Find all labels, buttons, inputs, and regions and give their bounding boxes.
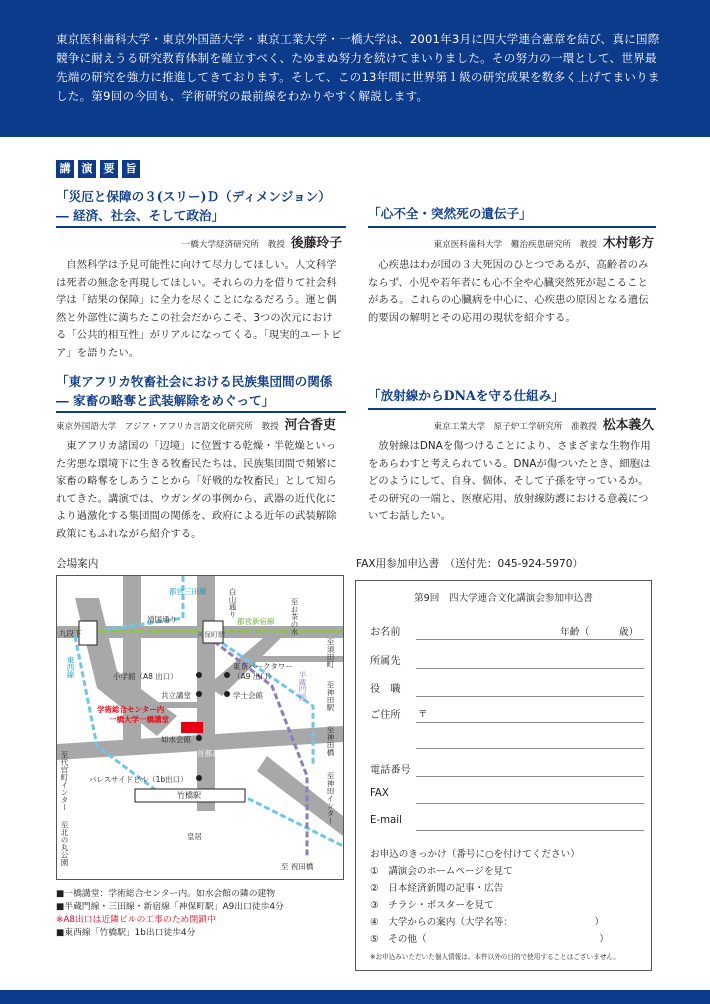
option-text: 大学からの案内（大学名等： ） — [388, 917, 605, 928]
lecture-2-rule — [368, 226, 656, 228]
trigger-option[interactable] — [370, 897, 494, 911]
gakushi-dot — [224, 691, 230, 697]
speaker-affiliation: 東京外国語大学 アジア・アフリカ言語文化研究所 教授 — [56, 422, 279, 432]
email-input-line[interactable] — [416, 830, 644, 831]
fax-input-line[interactable] — [416, 803, 644, 804]
lecture-2-speaker — [368, 232, 654, 251]
map-label-tozai: 東西線 — [66, 656, 75, 679]
field-name-label: お名前 — [370, 627, 401, 638]
speaker-name: 河合香吏 — [284, 418, 336, 433]
legend-line-warning: ※A8出口は近隣ビルの工事のため閉鎖中 — [56, 915, 216, 925]
map-label-shogakukan: 小学館（A8 出口） — [113, 672, 178, 681]
map-label-to-kandaic: 至神田インター — [326, 772, 335, 825]
speaker-affiliation: 東京工業大学 原子炉工学研究所 准教授 — [433, 422, 597, 432]
bottom-bar — [0, 990, 710, 1004]
option-number: ④ — [370, 917, 379, 928]
header-char: 講 — [56, 160, 74, 178]
postal-mark: 〒 — [418, 709, 428, 720]
map-label-to-kitanomaru: 至北の丸公園 — [60, 821, 69, 866]
lecture-2-title — [368, 204, 658, 223]
name-input-line[interactable] — [416, 639, 644, 640]
kyoritsu-dot — [196, 691, 202, 697]
map-label-mita: 都営三田線 — [169, 587, 207, 596]
field-org-label: 所属先 — [370, 656, 401, 667]
map-label-to-kandabashi: 至神田橋 — [326, 726, 335, 756]
fax-form-label: FAX用参加申込書 （送付先：045-924-5970） — [356, 558, 584, 570]
map-label-hakusan: 白山通り — [228, 588, 237, 618]
header-char: 演 — [78, 160, 96, 178]
map-label-kokyo: 皇居 — [187, 832, 202, 841]
option-number: ② — [370, 883, 379, 894]
map-label-shuto: 首都高速道路 — [197, 749, 242, 758]
palaceside-dot — [196, 775, 202, 781]
speaker-name: 後藤玲子 — [290, 236, 342, 251]
map-label-hall: 一橋大学一橋講堂 — [109, 715, 169, 724]
field-age-label: 年齢（ 歳） — [560, 627, 639, 638]
field-phone-label: 電話番号 — [370, 765, 411, 776]
org-input-line[interactable] — [416, 668, 644, 669]
trigger-option[interactable] — [370, 914, 604, 928]
lecture-1-body: 自然科学は予見可能性に向けて尽力してほしい。人文科学は死者の無念を再現してほしい。それらの力を借りて社会科学は「結果の保障」に全力を尽くことになるだろう。運と偶然と外部性に満ちたこの社会だからこそ、3つの次元における「公共的相互性」がリアルになってくる。「現実的ユートピア」を語りたい。 — [56, 259, 342, 359]
map-label-to-kanda: 至神田駅 — [326, 681, 335, 711]
map-label-palaceside: パレスサイドビル（1b出口） — [89, 775, 188, 784]
field-fax-label: FAX — [370, 788, 389, 799]
intro-paragraph: 東京医科歯科大学・東京外国語大学・東京工業大学・一橋大学は、2001年3月に四大学連合憲章を結び、真に国際競争に耐えうる研究教育体制を確立すべく、たゆまぬ努力を続けてまいりました。その努力の一環として、世界最先端の研究を強力に推進してきております。そして、この13年間に世界第１級の研究成果を数多く上げてまいりました。第9回の今回も、学術研究の最前線をわかりやすく解説します。 — [56, 32, 660, 103]
lecture-4-rule — [368, 408, 656, 410]
map-label-to-yoyogi: 至代官町インター — [60, 751, 69, 811]
hall-marker — [181, 722, 203, 733]
map-label-center: 学術総合センター内 — [97, 705, 165, 714]
header-char: 要 — [100, 160, 118, 178]
lecture-3-speaker — [56, 414, 344, 433]
privacy-note: ※お申込みいただいた個人情報は、本件以外の目的で使用することはございません。 — [370, 953, 620, 961]
legend-line: ■一橋講堂：学術総合センター内。如水会館の隣の建物 — [56, 889, 276, 899]
lecture-1-rule — [56, 226, 346, 228]
option-text: チラシ・ポスターを見て — [388, 900, 494, 911]
map-label-parktower: 東京パークタワー — [233, 662, 293, 671]
venue-map — [56, 575, 344, 880]
map-label-to-shukubashi: 至 祝田橋 — [281, 862, 314, 871]
exit-a8-dot — [196, 672, 202, 678]
address-input-line-1[interactable] — [416, 722, 644, 723]
map-label-to-ochanomizu: 至お茶の水 — [290, 598, 299, 636]
legend-line: ■半蔵門線・三田線・新宿線「神保町駅」A9出口徒歩4分 — [56, 902, 284, 912]
lecture-4-speaker — [368, 414, 654, 433]
position-input-line[interactable] — [416, 696, 644, 697]
fax-form-title: 第9回 四大学連合文化講演会参加申込書 — [414, 593, 593, 604]
option-text: 講演会のホームページを見て — [388, 866, 513, 877]
option-number: ③ — [370, 900, 379, 911]
map-label-gakushi: 学士会館 — [233, 691, 263, 700]
map-label-kyoritsu: 共立講堂 — [161, 691, 191, 700]
exit-a9-dot — [224, 672, 230, 678]
map-label-yasukuni: 靖国通り — [147, 615, 177, 624]
lecture-4-title — [368, 386, 658, 405]
lecture-1-title — [56, 187, 346, 225]
lecture-title-line: 「東アフリカ牧畜社会における民族集団間の関係 — [56, 374, 333, 389]
address-input-line-2[interactable] — [416, 748, 644, 749]
trigger-option[interactable] — [370, 931, 609, 945]
lecture-title-line: 「放射線からDNAを守る仕組み」 — [368, 388, 564, 403]
lecture-4-body: 放射線はDNAを傷つけることにより、さまざまな生物作用をあらわすと考えられている。DNAが傷ついたとき、細胞はどのようにして、自身、個体、そして子孫を守っているか。その研究の一端と、医療応用、放射線防護における意義についてお話したい。 — [368, 440, 651, 522]
phone-input-line[interactable] — [416, 776, 644, 777]
lecture-title-line: ― 経済、社会、そして政治」 — [56, 208, 225, 223]
option-number: ① — [370, 866, 379, 877]
map-label-a9: （A9 出口） — [233, 672, 276, 681]
map-label-kudanshita: 九段下 — [59, 629, 82, 638]
legend-line: ■東西線「竹橋駅」1b出口徒歩4分 — [56, 928, 196, 938]
field-address-label: ご住所 — [370, 710, 401, 721]
map-label-takebashi: 竹橋駅 — [177, 791, 201, 800]
trigger-option[interactable] — [370, 880, 503, 894]
field-position-label: 役 職 — [370, 684, 401, 695]
lecture-summary-header — [56, 157, 144, 178]
lecture-3-title — [56, 372, 356, 410]
lecture-3-body: 東アフリカ諸国の「辺境」に位置する乾燥・半乾燥といった劣悪な環境下に生きる牧畜民たちは、民族集団間で頻繁に家畜の略奪をしあうことから「好戦的な牧畜民」として知られてきた。講演では、ウガンダの事例から、武器の近代化により過激化する集団間の関係を、政府による近年の武装解除政策にもふれながら紹介する。 — [56, 440, 337, 540]
trigger-option[interactable] — [370, 863, 513, 877]
lecture-2-body: 心疾患はわが国の３大死因のひとつであるが、高齢者のみならず、小児や若年者にも心不全や心臓突然死が起こることがある。これらの心臓病を中心に、心疾患の原因となる遺伝的要因の解明とその応用の現状を紹介する。 — [368, 259, 649, 324]
lecture-title-line: 「災厄と保障の３(スリー)Ｄ（ディメンジョン） — [56, 189, 331, 204]
lecture-3-rule — [56, 411, 346, 413]
header-char: 旨 — [122, 160, 140, 178]
lecture-title-line: 「心不全・突然死の遺伝子」 — [368, 206, 532, 221]
map-label-jinbocho: 神保町駅 — [197, 631, 225, 639]
map-label-to-sudacho: 至須田町 — [326, 638, 335, 668]
map-label-josui: 如水会館 — [161, 735, 191, 744]
josui-dot — [196, 735, 202, 741]
speaker-name: 木村彰方 — [602, 236, 654, 251]
option-number: ⑤ — [370, 934, 379, 945]
lecture-1-speaker — [56, 232, 342, 251]
speaker-name: 松本義久 — [602, 418, 654, 433]
map-label-shinjuku: 都営新宿線 — [237, 617, 275, 626]
option-text: 日本経済新聞の記事・広告 — [388, 883, 504, 894]
field-email-label: E-mail — [370, 815, 402, 826]
map-label-hanzomon: 半蔵門線 — [298, 671, 307, 701]
option-text: その他（ ） — [388, 934, 609, 945]
speaker-affiliation: 一橋大学経済研究所 教授 — [181, 240, 285, 250]
speaker-affiliation: 東京医科歯科大学 難治疾患研究所 教授 — [433, 240, 597, 250]
lecture-title-line: ― 家畜の略奪と武装解除をめぐって」 — [56, 393, 275, 408]
trigger-title: お申込のきっかけ（番号に○を付けてください） — [370, 849, 580, 860]
venue-label: 会場案内 — [56, 558, 99, 570]
